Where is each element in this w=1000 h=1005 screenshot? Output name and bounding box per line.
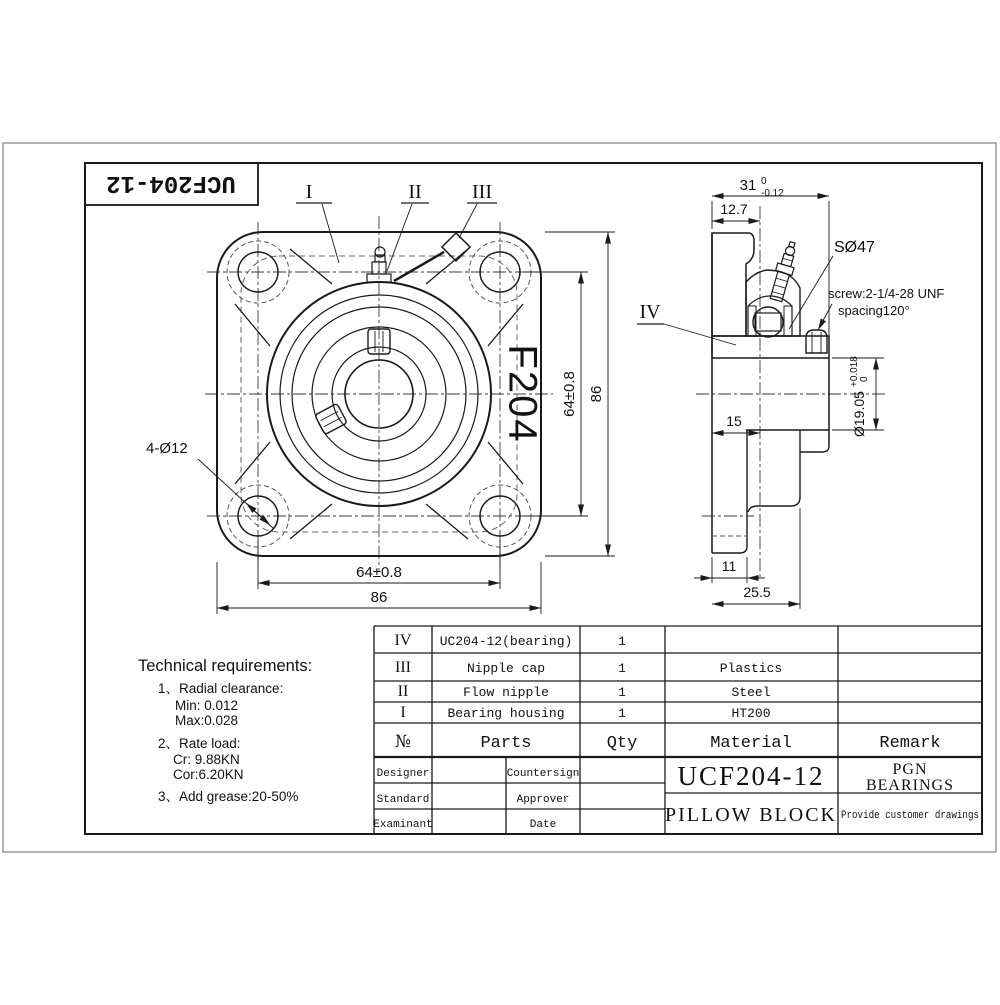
tech-item1b: Max:0.028: [175, 713, 239, 728]
row-no: III: [395, 659, 411, 676]
header-remark: Remark: [879, 734, 941, 753]
row-part: Bearing housing: [447, 706, 565, 721]
header-qty: Qty: [606, 734, 638, 753]
model-number: UCF204-12: [677, 761, 825, 791]
row-qty: 1: [618, 634, 626, 649]
tech-item2b: Cor:6.20KN: [173, 767, 244, 782]
header-no: №: [394, 732, 412, 752]
row-part: UC204-12(bearing): [439, 634, 573, 649]
header-material: Material: [710, 734, 792, 753]
row-qty: 1: [618, 706, 626, 721]
dim-bolt-spacing-v: 64±0.8: [561, 371, 578, 417]
label-I: I: [305, 181, 313, 203]
drawing-number-rotated-label: UCF204-12: [106, 169, 236, 196]
sphere-callout-label: SØ47: [834, 239, 875, 256]
row-no: I: [400, 704, 406, 721]
label-II: II: [408, 181, 422, 203]
series-cast-label: F204: [500, 344, 545, 444]
bore-tol-bot: 0: [859, 376, 870, 382]
standard-label: Standard: [376, 794, 430, 806]
tech-item1a: Min: 0.012: [175, 698, 239, 713]
row-no: IV: [394, 632, 412, 649]
date-label: Date: [529, 819, 557, 831]
row-no: II: [397, 683, 409, 700]
product-name: PILLOW BLOCK: [665, 804, 837, 826]
dim-255-value: 25.5: [743, 584, 771, 600]
row-qty: 1: [618, 685, 626, 700]
dim-width-tol-top: 0: [761, 176, 767, 187]
row-part: Nipple cap: [466, 661, 546, 676]
brand-line1: PGN: [892, 761, 928, 778]
customer-note: Provide customer drawings: [841, 810, 979, 822]
label-III: III: [472, 181, 492, 203]
header-parts: Parts: [480, 734, 532, 753]
dim-offset-value: 12.7: [720, 201, 748, 217]
screw-note-line1: screw:2-1/4-28 UNF: [828, 286, 945, 301]
dim-width-tol-bot: -0.12: [761, 188, 784, 199]
row-material: Steel: [731, 685, 771, 700]
screw-note-line2: spacing120°: [838, 303, 910, 318]
brand-line2: BEARINGS: [865, 777, 955, 794]
designer-label: Designer: [376, 768, 430, 780]
dim-overall-v: 86: [588, 385, 605, 403]
examinant-label: Examinant: [373, 819, 433, 831]
bore-tol-top: +0.018: [849, 356, 860, 387]
row-material: Plastics: [719, 661, 783, 676]
tech-item2: 2、Rate load:: [158, 736, 241, 751]
countersign-label: Countersign: [506, 768, 580, 780]
bore-label: Ø19.05: [851, 391, 867, 437]
dim-15-value: 15: [726, 413, 742, 429]
dim-width-value: 31: [739, 177, 757, 194]
tech-item1: 1、Radial clearance:: [158, 681, 284, 696]
dim-overall-h: 86: [370, 589, 388, 606]
dim-bolt-spacing-h: 64±0.8: [356, 564, 402, 581]
bolt-hole-callout-label: 4-Ø12: [146, 440, 188, 457]
row-material: HT200: [731, 706, 771, 721]
approver-label: Approver: [516, 794, 570, 806]
label-IV: IV: [639, 301, 661, 323]
tech-item2a: Cr: 9.88KN: [173, 752, 240, 767]
tech-title: Technical requirements:: [138, 657, 313, 675]
tech-item3: 3、Add grease:20-50%: [158, 789, 299, 804]
dim-11-value: 11: [721, 558, 737, 574]
row-part: Flow nipple: [463, 685, 549, 700]
row-qty: 1: [618, 661, 626, 676]
